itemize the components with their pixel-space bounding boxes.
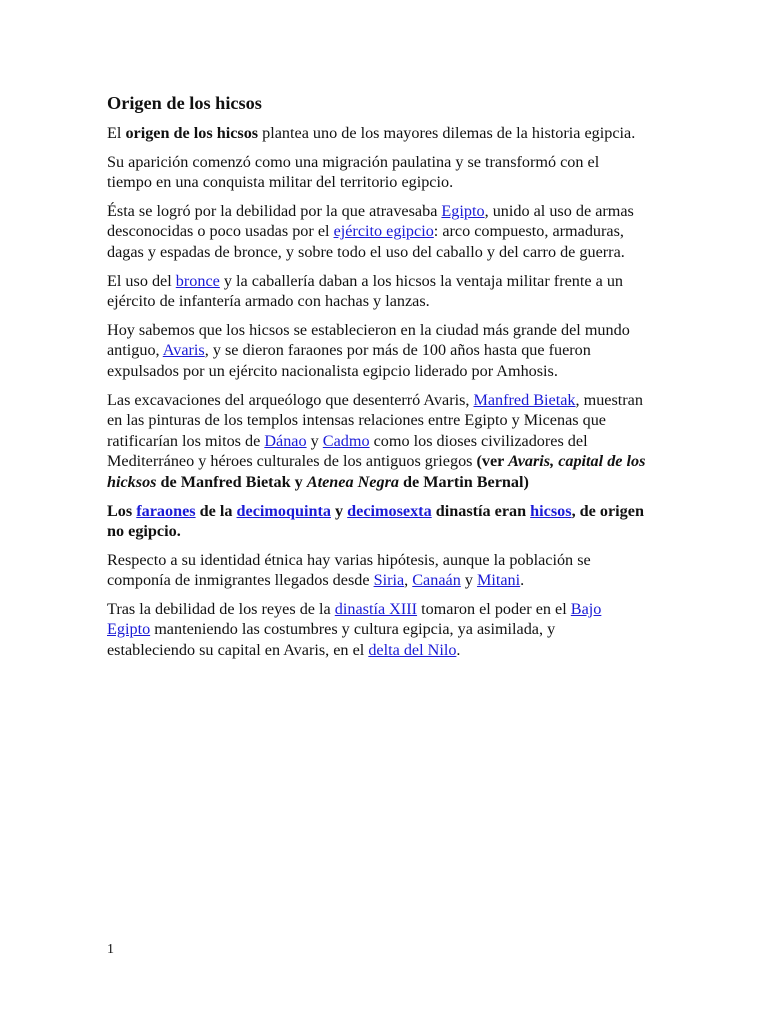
paragraph-debilidad (107, 201, 647, 263)
text: : arco compuesto, armaduras, dagas y espadas de bronce, y sobre todo el uso del caballo y del carro de guerra. (107, 222, 625, 261)
text: El uso del (107, 271, 176, 290)
text: de la (195, 501, 237, 520)
text: Las excavaciones del arqueólogo que desenterró Avaris, (107, 390, 474, 409)
text: Hoy sabemos que los hicsos se establecieron en la ciudad más grande del mundo antiguo, (107, 320, 630, 360)
text: y (460, 571, 477, 590)
text: . (520, 571, 525, 590)
page-number: 1 (107, 942, 114, 957)
paragraph-aparicion (107, 152, 647, 193)
text: dinastía eran (431, 501, 531, 520)
paragraph-identidad (107, 550, 647, 591)
paragraph-faraones (107, 501, 647, 542)
link-hicsos[interactable]: hicsos (530, 501, 572, 520)
book-title-avaris: Avaris, capital de los hicksos (107, 452, 646, 491)
link-bronce[interactable]: bronce (175, 271, 220, 290)
paragraph-origen (107, 123, 647, 144)
link-manfred-bietak[interactable]: Manfred Bietak (473, 390, 576, 409)
text: , de origen no egipcio. (107, 501, 644, 541)
text: , (404, 571, 413, 590)
text: , y se dieron faraones por más de 100 años hasta que fueron expulsados por un ejército nacionalista egipcio liderado por Amhosis. (107, 341, 591, 380)
link-egipto[interactable]: Egipto (441, 201, 485, 220)
page-title: Origen de los hicsos (107, 93, 262, 113)
link-faraones[interactable]: faraones (136, 501, 196, 520)
link-danao[interactable]: Dánao (264, 431, 307, 450)
text: plantea uno de los mayores dilemas de la historia egipcia. (258, 124, 636, 142)
text: , unido al uso de armas desconocidas o poco usadas por el (107, 201, 634, 241)
bold-text: de Martin Bernal) (398, 472, 529, 491)
text: Respecto a su identidad étnica hay varias hipótesis, aunque la población se componía de inmigrantes llegados desde (107, 550, 591, 590)
text: . (456, 641, 461, 660)
link-delta-del-nilo[interactable]: delta del Nilo (368, 641, 457, 660)
text: y (306, 431, 323, 450)
book-title-atenea-negra: Atenea Negra (306, 472, 399, 491)
link-cadmo[interactable]: Cadmo (322, 431, 370, 450)
bold-italic-text (307, 473, 399, 491)
text: , muestran en las pinturas de los templos intensas relaciones entre Egipto y Micenas que ratificarían los mitos de (107, 390, 643, 450)
text: tomaron el poder en el (417, 599, 571, 618)
bold-text: de Manfred Bietak y (156, 472, 307, 491)
paragraph-bronce (107, 271, 647, 312)
text: manteniendo las costumbres y cultura egipcia, ya asimilada, y estableciendo su capital en Avaris, en el (107, 620, 556, 660)
text: como los dioses civilizadores del Mediterráneo y héroes culturales de los antiguos griegos (107, 431, 588, 471)
link-decimoquinta[interactable]: decimoquinta (236, 501, 331, 520)
text: y (330, 501, 348, 520)
link-dinastia-xiii[interactable]: dinastía XIII (334, 599, 418, 618)
text: Tras la debilidad de los reyes de la (107, 599, 335, 618)
link-bajo-egipto[interactable]: Bajo Egipto (107, 599, 602, 639)
link-mitani[interactable]: Mitani (476, 571, 521, 590)
bold-text: origen de los hicsos (125, 124, 259, 142)
paragraph-tras-la-debilidad (107, 599, 647, 661)
bold-text: (ver (476, 452, 509, 471)
text: El (107, 124, 126, 142)
link-avaris[interactable]: Avaris (162, 341, 205, 360)
link-siria[interactable]: Siria (373, 571, 405, 590)
text: Los (107, 501, 137, 520)
text: Su aparición comenzó como una migración paulatina y se transformó con el tiempo en una conquista militar del territorio egipcio. (107, 152, 600, 192)
link-canaan[interactable]: Canaán (412, 571, 461, 590)
paragraph-avaris (107, 320, 647, 382)
text: y la caballería daban a los hicsos la ventaja militar frente a un ejército de infantería armado con hachas y lanzas. (107, 271, 624, 311)
text: Ésta se logró por la debilidad por la que atravesaba (107, 201, 442, 220)
document-body (107, 92, 647, 669)
link-decimosexta[interactable]: decimosexta (347, 501, 432, 520)
link-ejercito-egipcio[interactable]: ejército egipcio (333, 222, 434, 241)
paragraph-excavaciones (107, 390, 647, 493)
